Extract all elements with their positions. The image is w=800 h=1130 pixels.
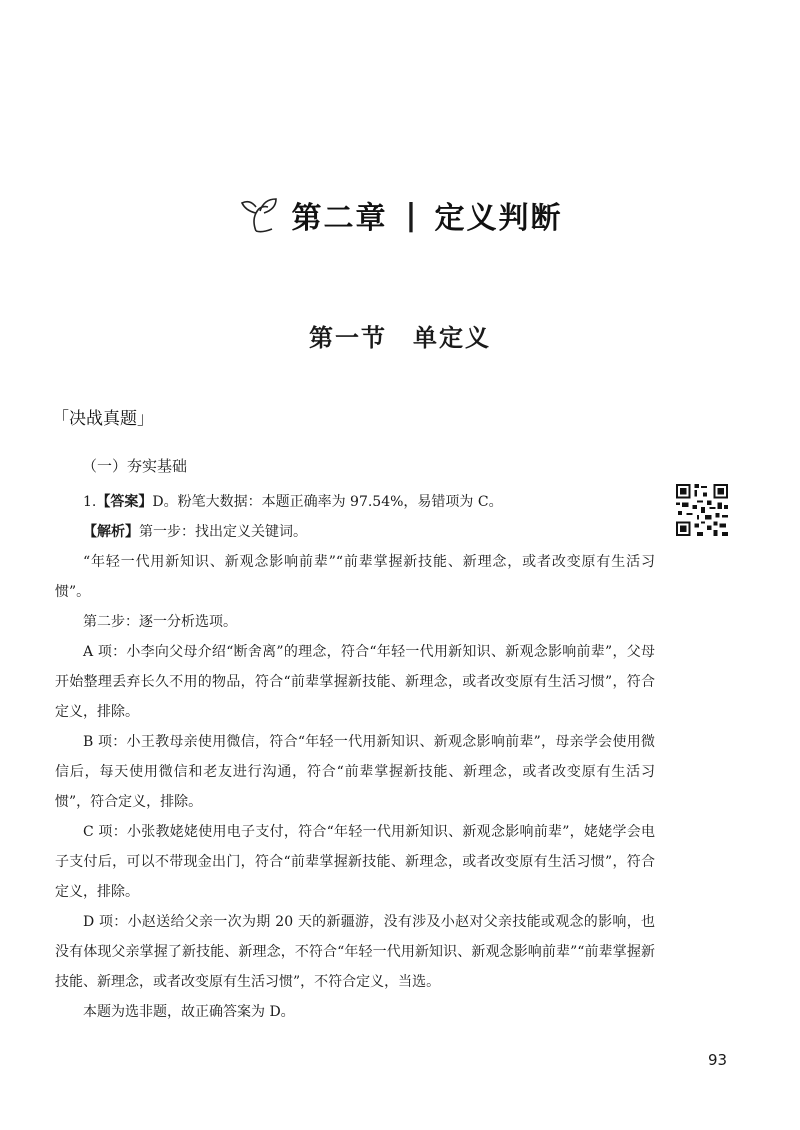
- chapter-subtitle: 定义判断: [434, 201, 563, 236]
- page-number: 93: [708, 1051, 728, 1069]
- section-name: 单定义: [413, 324, 491, 352]
- paragraph-conclusion: 本题为选非题，故正确答案为 D。: [83, 1004, 295, 1020]
- question-number: 1.: [83, 494, 97, 510]
- section-prefix: 第一节: [309, 324, 387, 352]
- analysis-line: [55, 517, 655, 547]
- paragraph-keywords: “年轻一代用新知识、新观念影响前辈”“前辈掌握新技能、新理念，或者改变原有生活习惯”。: [55, 554, 655, 600]
- chapter-separator: |: [405, 197, 417, 233]
- answer-line: [55, 487, 655, 517]
- analysis-text: 第一步：找出定义关键词。: [139, 524, 307, 540]
- paragraph-option-b: B 项：小王教母亲使用微信，符合“年轻一代用新知识、新观念影响前辈”，母亲学会使用微信后，每天使用微信和老友进行沟通，符合“前辈掌握新技能、新理念，或者改变原有生活习惯”，符合定义，排除。: [55, 734, 655, 810]
- analysis-label: 【解析】: [83, 524, 139, 540]
- sprout-icon: [238, 193, 290, 237]
- chapter-title: 第二章: [291, 201, 388, 236]
- answer-text: D。粉笔大数据：本题正确率为 97.54%，易错项为 C。: [152, 494, 503, 510]
- paragraph-option-d: D 项：小赵送给父亲一次为期 20 天的新疆游，没有涉及小赵对父亲技能或观念的影响，也没有体现父亲掌握了新技能、新理念，不符合“年轻一代用新知识、新观念影响前辈”“前辈掌握新技能、新理念，或者改变原有生活习惯”，不符合定义，当选。: [55, 914, 655, 990]
- answer-body: [55, 487, 655, 1027]
- chapter-header: [0, 190, 800, 240]
- section-title: [0, 318, 800, 353]
- subheading: （一）夯实基础: [82, 457, 188, 475]
- answer-label: 【答案】: [96, 494, 153, 510]
- paragraph-step-two: 第二步：逐一分析选项。: [83, 614, 237, 630]
- qr-code-icon[interactable]: [676, 484, 728, 536]
- paragraph-option-c: C 项：小张教姥姥使用电子支付，符合“年轻一代用新知识、新观念影响前辈”，姥姥学会电子支付后，可以不带现金出门，符合“前辈掌握新技能、新理念，或者改变原有生活习惯”，符合定义，排除。: [55, 824, 655, 900]
- paragraph-option-a: A 项：小李向父母介绍“断舍离”的理念，符合“年轻一代用新知识、新观念影响前辈”，父母开始整理丢弃长久不用的物品，符合“前辈掌握新技能、新理念，或者改变原有生活习惯”，符合定义，排除。: [55, 644, 655, 720]
- exam-heading: 「决战真题」: [52, 409, 154, 429]
